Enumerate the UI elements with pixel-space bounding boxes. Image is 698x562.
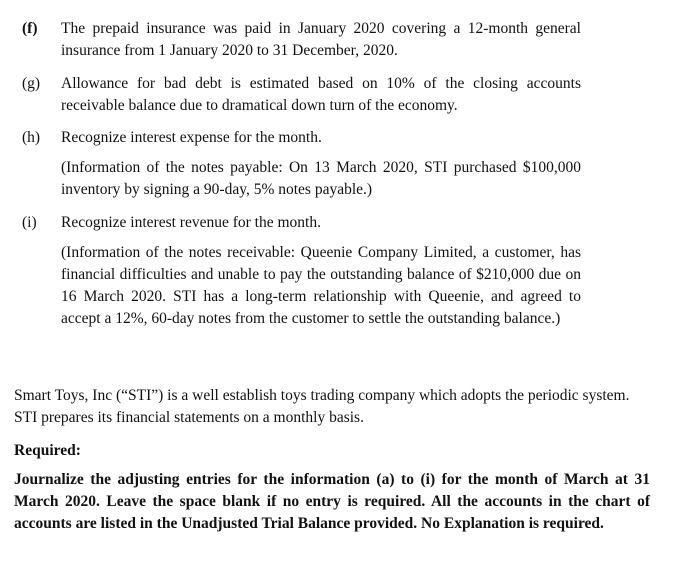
item-marker: (g) bbox=[22, 75, 41, 92]
item-text: Recognize interest expense for the month. bbox=[61, 129, 322, 146]
item-detail: (Information of the notes receivable: Queenie Company Limited, a customer, has financial difficulties and unable to pay the outstanding balance of $210,000 due on 16 March 2020. STI has a long-term relationship with Queenie, and agreed to accept a 12%, 60-day notes from the customer to settle the outstanding balance.) bbox=[61, 244, 581, 327]
item-marker: (h) bbox=[22, 129, 41, 146]
item-text: Allowance for bad debt is estimated based on 10% of the closing accounts receivable balance due to dramatical down turn of the economy. bbox=[61, 75, 581, 114]
item-detail: (Information of the notes payable: On 13 March 2020, STI purchased $100,000 inventory by signing a 90-day, 5% notes payable.) bbox=[61, 159, 581, 198]
item-body bbox=[61, 73, 581, 117]
item-text: The prepaid insurance was paid in January 2020 covering a 12-month general insurance from 1 January 2020 to 31 December, 2020. bbox=[61, 20, 581, 59]
item-marker: (f) bbox=[22, 20, 38, 37]
item-text: Recognize interest revenue for the month. bbox=[61, 214, 321, 231]
required-text: Journalize the adjusting entries for the information (a) to (i) for the month of March at 31 March 2020. Leave the space blank if no entry is required. All the accounts in the chart of accounts are listed in the Unadjusted Trial Balance provided. No Explanation is required. bbox=[14, 471, 650, 532]
item-body bbox=[61, 127, 581, 201]
required-heading: Required: bbox=[14, 442, 81, 459]
item-body bbox=[61, 18, 581, 62]
item-body bbox=[61, 212, 581, 330]
item-marker: (i) bbox=[22, 214, 37, 231]
intro-paragraph: Smart Toys, Inc (“STI”) is a well establish toys trading company which adopts the periodic system. STI prepares its financial statements on a monthly basis. bbox=[14, 387, 630, 426]
